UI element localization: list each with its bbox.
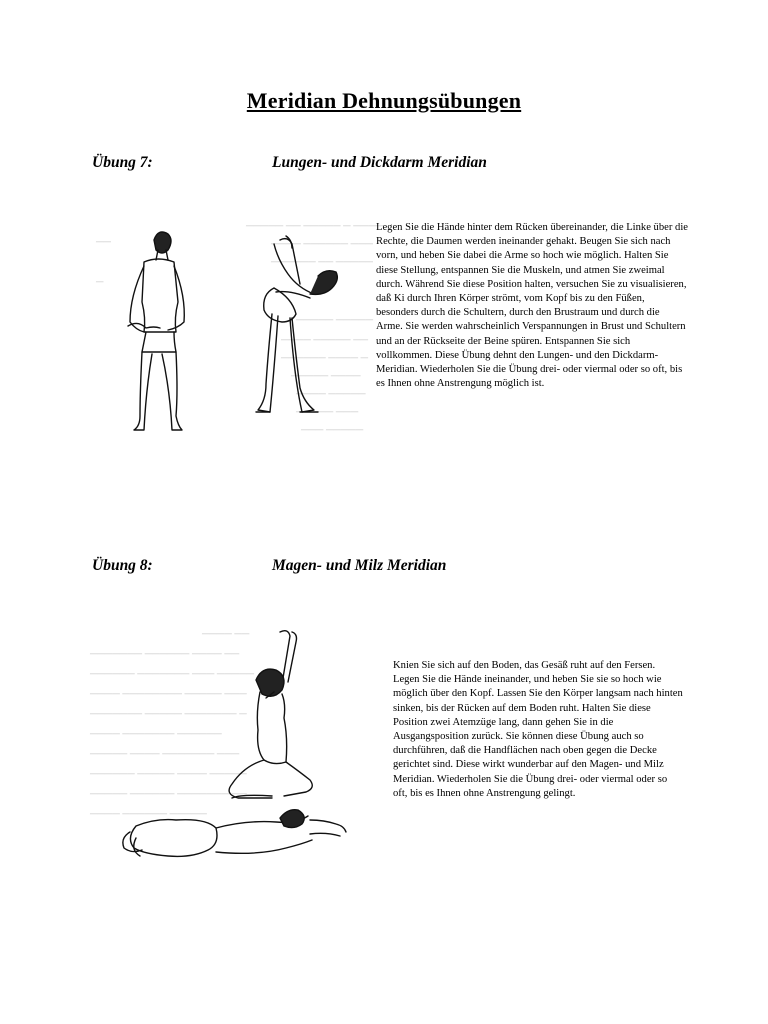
- exercise-7-number: Übung 7:: [92, 154, 153, 171]
- page-title: Meridian Dehnungsübungen: [246, 88, 522, 113]
- exercise-8-name: Magen- und Milz Meridian: [272, 557, 447, 574]
- exercise-7-text: Legen Sie die Hände hinter dem Rücken übereinander, die Linke über die Rechte, die Daumen werden ineinander gehakt. Beugen Sie sich nach vorn, und heben Sie dabei die Arme so hoch wie möglich. Halten Sie diese Stellung, entspannen Sie die Muskeln, und atmen Sie zweimal durch. Während Sie diese Position halten, versuchen Sie zu visualisieren, daß Ki durch Ihren Körper strömt, vom Kopf bis zu den Füßen, besonders durch die Schultern, durch den Brustraum und durch die Arme. Sie werden wahrscheinlich Verspannungen in Brust und Schultern und an der Rückseite der Beine spüren. Entspannen Sie sich vollkommen. Diese Übung dehnt den Lungen- und den Dickdarm- Meridian. Wiederholen Sie die Übung drei- oder viermal oder so oft, bis es Ihnen ohne Anstrengung möglich ist.: [376, 222, 688, 390]
- exercise-8-number: Übung 8:: [92, 557, 153, 574]
- exercise-8-text: Knien Sie sich auf den Boden, das Gesäß ruht auf den Fersen. Legen Sie die Hände ineinander, und heben Sie sie so hoch wie möglich über den Kopf. Lassen Sie den Körper langsam nach hinten sinken, bis der Rücken auf dem Boden ruht. Halten Sie diese Position zwei Atemzüge lang, dann gehen Sie in die Ausgangsposition zurück. Sie können diese Übung auch so durchführen, daß die Handflächen nach oben gegen die Decke gerichtet sind. Diese wirkt wunderbar auf den Magen- und Milz Meridian. Wiederholen Sie die Übung drei- oder viermal oder so oft, bis es Ihnen ohne Anstrengung gelingt.: [393, 660, 683, 799]
- exercise-8-illustration: ──── ── ─────── ────── ──── ── ────── ─────── ─── ───── ──── ──────── ───── ─── ─────── ───── ─────── ─ ──── ─────── ────── ───── ──── ─────── ─── ────── ───── ──── ───── ───── ────── ─────── ── ──── ────── ─────: [84, 620, 380, 890]
- exercise-7-illustration: ───── ── ───── ─ ──── ──── ────── ─── ────── ── ───── ───── ───── ──── ───── ── ────── ──── ─ ───── ──── ──── ───── ───── ─── ─── ───── ── ─: [96, 214, 368, 450]
- standing-bending-figures-icon: [96, 214, 368, 450]
- kneeling-lying-figures-icon: [84, 620, 380, 890]
- exercise-7-name: Lungen- und Dickdarm Meridian: [272, 154, 487, 171]
